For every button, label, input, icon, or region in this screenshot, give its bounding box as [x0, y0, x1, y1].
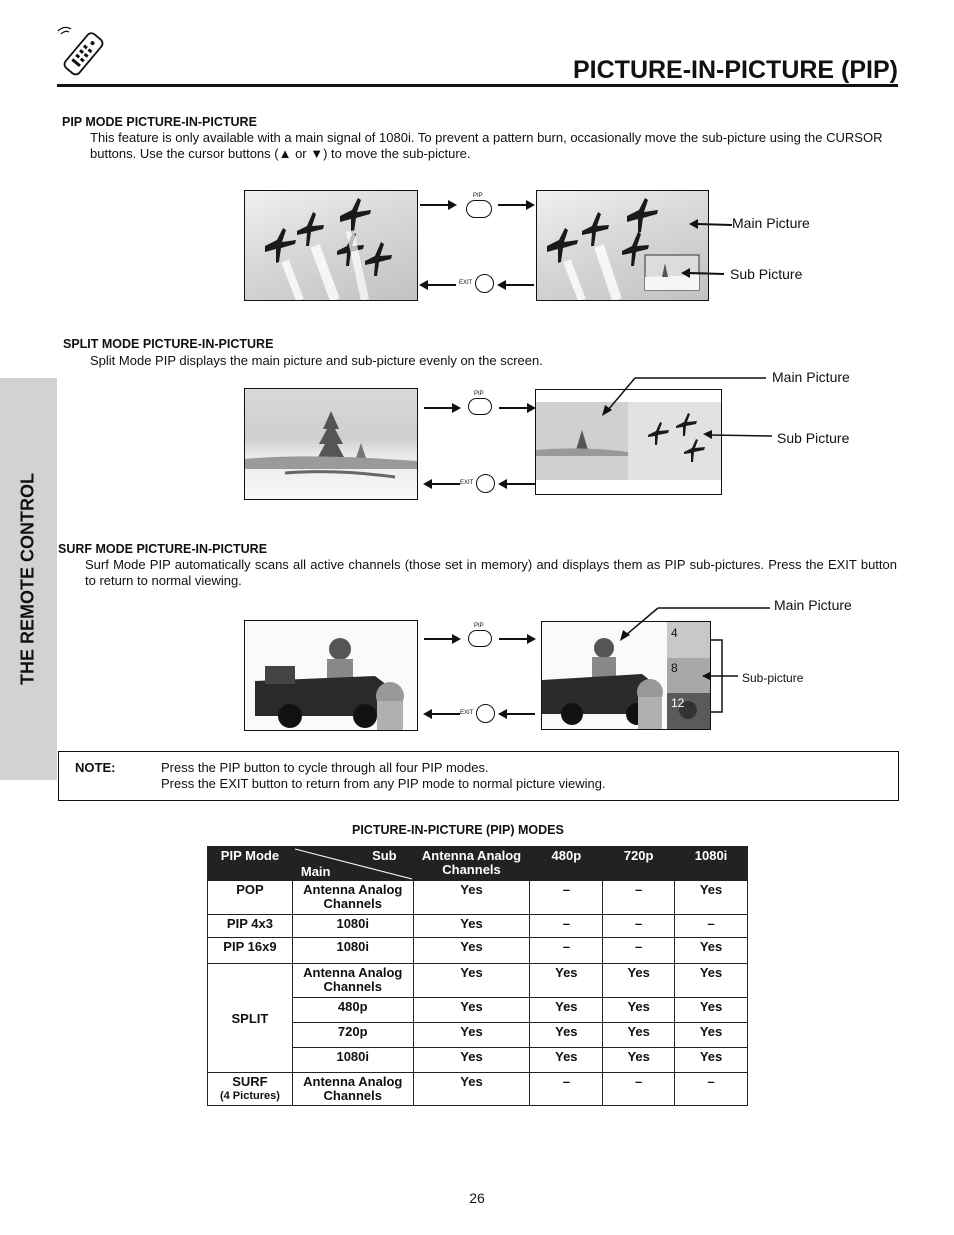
exit-button-label: EXIT: [460, 480, 474, 486]
pip-modes-table: [207, 846, 748, 1106]
row-main: 480p: [292, 998, 413, 1023]
main-picture-snow: [244, 388, 418, 500]
arrow-right-icon: [418, 198, 458, 216]
pip-button-label: PIP: [473, 193, 483, 199]
table-title: PICTURE-IN-PICTURE (PIP) MODES: [352, 823, 564, 837]
arrow-left-icon: [497, 477, 537, 495]
cell: Yes: [413, 1073, 530, 1106]
cell: –: [675, 1073, 748, 1106]
pip-button[interactable]: [468, 630, 492, 647]
cell: Yes: [530, 964, 603, 998]
table-row: [208, 1073, 748, 1106]
cell: –: [530, 915, 603, 938]
pip-button-label: PIP: [474, 391, 484, 397]
sidebar-label: THE REMOTE CONTROL: [17, 473, 38, 685]
cell: Yes: [530, 998, 603, 1023]
row-main: Antenna Analog Channels: [292, 964, 413, 998]
sub-picture-label: Sub Picture: [777, 430, 850, 446]
exit-button[interactable]: [475, 274, 494, 293]
pip-body: This feature is only available with a main signal of 1080i. To prevent a pattern burn, occasionally move the sub-picture using the CURSOR buttons. Use the cursor buttons (▲ or ▼) to move the sub-picture.: [90, 130, 883, 161]
arrow-left-icon: [496, 278, 536, 296]
table-row: [208, 881, 748, 915]
cell: Yes: [675, 1023, 748, 1048]
cell: –: [675, 915, 748, 938]
cell: Yes: [675, 1048, 748, 1073]
pointer-line-icon: [600, 372, 770, 423]
pointer-arrow-icon: [680, 265, 726, 286]
cell: –: [530, 881, 603, 915]
page-title: PICTURE-IN-PICTURE (PIP): [573, 56, 898, 84]
exit-button-label: EXIT: [460, 710, 474, 716]
exit-button[interactable]: [476, 704, 495, 723]
header-antenna: Antenna Analog Channels: [413, 847, 530, 881]
row-mode: PIP 16x9: [208, 938, 293, 964]
main-picture-jets: [244, 190, 418, 301]
arrow-left-icon: [422, 707, 462, 725]
cell: Yes: [675, 964, 748, 998]
split-heading: SPLIT MODE PICTURE-IN-PICTURE: [63, 337, 274, 351]
row-mode: POP: [208, 881, 293, 915]
note-line-1: Press the PIP button to cycle through all four PIP modes.: [161, 760, 489, 775]
table-row: [208, 938, 748, 964]
row-main: 1080i: [292, 938, 413, 964]
cell: Yes: [675, 881, 748, 915]
surf-heading: SURF MODE PICTURE-IN-PICTURE: [58, 542, 268, 556]
cell: Yes: [413, 998, 530, 1023]
row-main: 1080i: [292, 1048, 413, 1073]
cell: Yes: [413, 1023, 530, 1048]
row-main: 720p: [292, 1023, 413, 1048]
remote-control-icon: [55, 26, 107, 80]
note-label: NOTE:: [75, 760, 116, 775]
main-picture-kid-car: [244, 620, 418, 731]
cell: –: [603, 1073, 675, 1106]
cell: Yes: [603, 1048, 675, 1073]
page-number: 26: [469, 1190, 485, 1206]
arrow-left-icon: [418, 278, 458, 296]
cell: Yes: [530, 1048, 603, 1073]
arrow-right-icon: [497, 401, 537, 419]
row-mode-name: SURF: [232, 1074, 268, 1089]
note-line-2: Press the EXIT button to return from any PIP mode to normal picture viewing.: [161, 776, 606, 791]
cell: Yes: [413, 881, 530, 915]
sub-picture-label: Sub Picture: [730, 266, 803, 282]
cell: Yes: [675, 938, 748, 964]
row-main: Antenna Analog Channels: [292, 881, 413, 915]
cell: –: [530, 1073, 603, 1106]
row-mode: SPLIT: [208, 964, 293, 1073]
split-body: Split Mode PIP displays the main picture and sub-picture evenly on the screen.: [90, 353, 543, 368]
main-picture-label: Main Picture: [772, 369, 850, 385]
sub-picture-small-label: Sub-picture: [742, 671, 804, 685]
cell: Yes: [675, 998, 748, 1023]
cell: Yes: [413, 1048, 530, 1073]
header-sub-main: [292, 847, 413, 881]
pip-heading: PIP MODE PICTURE-IN-PICTURE: [62, 115, 257, 129]
cell: Yes: [603, 964, 675, 998]
main-picture-label: Main Picture: [732, 215, 810, 231]
cell: Yes: [413, 964, 530, 998]
cell: –: [603, 881, 675, 915]
arrow-right-icon: [422, 632, 462, 650]
pointer-arrow-icon: [688, 216, 734, 237]
header-sub: Sub: [372, 848, 397, 863]
main-picture-label: Main Picture: [774, 597, 852, 613]
cell: Yes: [603, 1023, 675, 1048]
cell: Yes: [413, 938, 530, 964]
table-row: [208, 915, 748, 938]
table-row: [208, 964, 748, 998]
surf-channel-8: 8: [671, 661, 678, 675]
surf-channel-12: 12: [671, 696, 685, 710]
pip-button[interactable]: [468, 398, 492, 415]
cell: Yes: [413, 915, 530, 938]
row-mode: [208, 1073, 293, 1106]
row-main: Antenna Analog Channels: [292, 1073, 413, 1106]
exit-button[interactable]: [476, 474, 495, 493]
arrow-right-icon: [496, 198, 536, 216]
cell: –: [603, 938, 675, 964]
row-mode-sub: (4 Pictures): [219, 1090, 280, 1102]
header-1080i: 1080i: [675, 847, 748, 881]
row-main: 1080i: [292, 915, 413, 938]
header-main: Main: [300, 864, 331, 879]
header-480p: 480p: [530, 847, 603, 881]
cell: Yes: [603, 998, 675, 1023]
arrow-left-icon: [497, 707, 537, 725]
arrow-right-icon: [422, 401, 462, 419]
pointer-line-icon: [618, 603, 772, 648]
row-mode: PIP 4x3: [208, 915, 293, 938]
title-rule: [57, 84, 898, 87]
surf-body: Surf Mode PIP automatically scans all active channels (those set in memory) and displays them as PIP sub-pictures. Press the EXIT button to return to normal viewing.: [85, 557, 897, 588]
cell: –: [530, 938, 603, 964]
header-pip-mode: PIP Mode: [208, 847, 293, 881]
surf-channel-4: 4: [671, 626, 678, 640]
cell: –: [603, 915, 675, 938]
table-header-row: [208, 847, 748, 881]
pip-button[interactable]: [466, 200, 492, 218]
arrow-left-icon: [422, 477, 462, 495]
header-720p: 720p: [603, 847, 675, 881]
exit-button-label: EXIT: [459, 280, 473, 286]
pip-button-label: PIP: [474, 623, 484, 629]
pointer-line-icon: [702, 428, 774, 447]
cell: Yes: [530, 1023, 603, 1048]
arrow-right-icon: [497, 632, 537, 650]
bracket-pointer-icon: [700, 638, 740, 723]
